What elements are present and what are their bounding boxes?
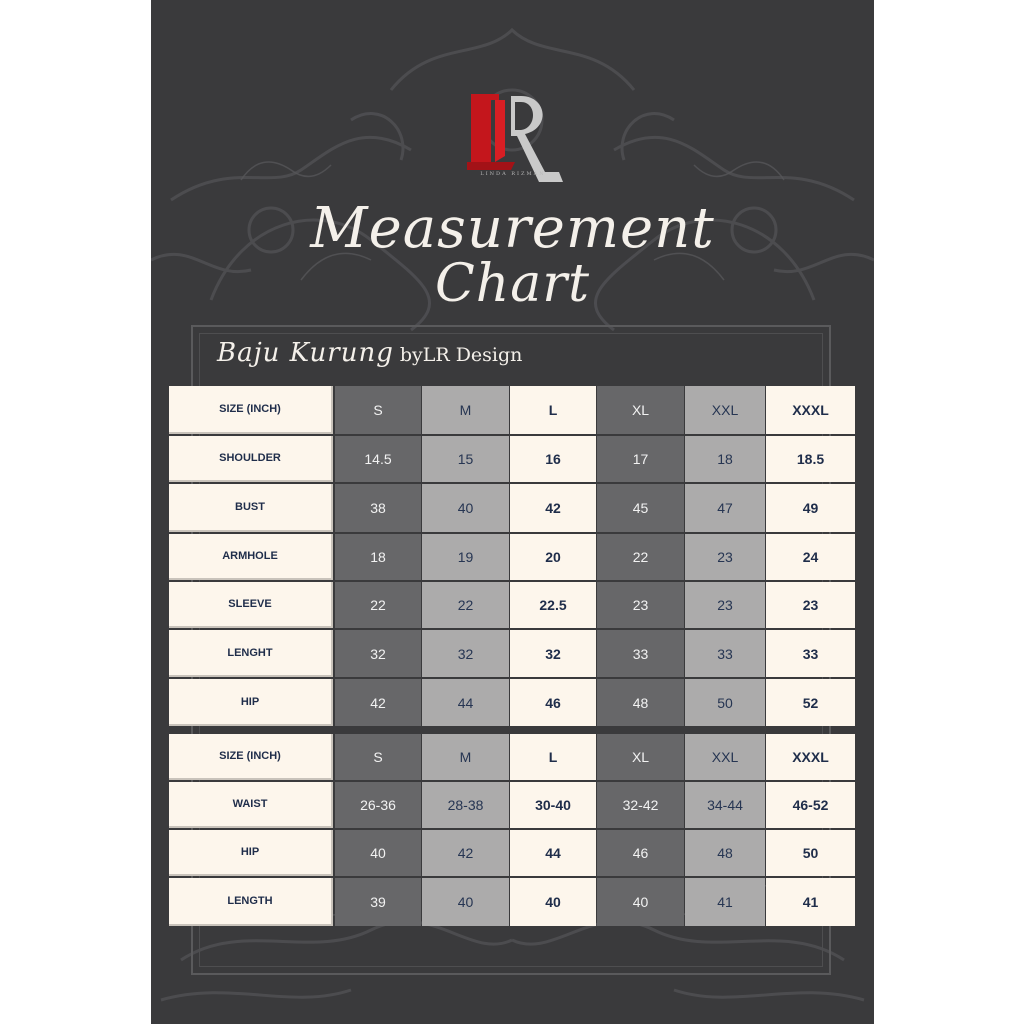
measurement-value-cell: 22 (335, 582, 421, 628)
measurement-label-cell: SHOULDER (169, 436, 333, 482)
measurement-value-cell: 18.5 (766, 436, 855, 482)
measurement-value-cell: 40 (335, 830, 421, 876)
measurement-value-cell: 40 (422, 878, 509, 926)
measurement-label-cell: LENGTH (169, 878, 333, 926)
measurement-value-cell: 46-52 (766, 782, 855, 828)
measurement-value-cell: 41 (685, 878, 765, 926)
measurement-value-cell: 42 (510, 484, 596, 532)
size-header-cell: M (422, 734, 509, 780)
measurement-value-cell: 46 (510, 679, 596, 726)
size-header-cell: L (510, 386, 596, 434)
measurement-value-cell: 34-44 (685, 782, 765, 828)
measurement-value-cell: 40 (422, 484, 509, 532)
measurement-value-cell: 23 (685, 582, 765, 628)
page-title-line-2: Chart (434, 254, 591, 314)
page-title-line-1: Measurement (310, 196, 715, 261)
measurement-value-cell: 32 (335, 630, 421, 677)
measurement-value-cell: 24 (766, 534, 855, 580)
measurement-value-cell: 47 (685, 484, 765, 532)
size-header-cell: XXXL (766, 734, 855, 780)
measurement-value-cell: 39 (335, 878, 421, 926)
measurement-value-cell: 42 (335, 679, 421, 726)
measurement-label-cell: ARMHOLE (169, 534, 333, 580)
measurement-value-cell: 32 (510, 630, 596, 677)
measurement-value-cell: 16 (510, 436, 596, 482)
measurement-value-cell: 50 (685, 679, 765, 726)
measurement-value-cell: 52 (766, 679, 855, 726)
product-byline: byLR Design (399, 344, 523, 366)
measurement-label-cell: LENGHT (169, 630, 333, 677)
measurement-value-cell: 32-42 (597, 782, 684, 828)
size-header-cell: S (335, 734, 421, 780)
measurement-value-cell: 28-38 (422, 782, 509, 828)
measurement-value-cell: 44 (510, 830, 596, 876)
measurement-label-cell: HIP (169, 830, 333, 876)
measurement-value-cell: 19 (422, 534, 509, 580)
size-header-cell: XL (597, 386, 684, 434)
measurement-label-cell: HIP (169, 679, 333, 726)
measurement-value-cell: 41 (766, 878, 855, 926)
measurement-value-cell: 50 (766, 830, 855, 876)
measurement-value-cell: 20 (510, 534, 596, 580)
measurement-value-cell: 23 (685, 534, 765, 580)
size-header-cell: XXL (685, 386, 765, 434)
measurement-value-cell: 22 (597, 534, 684, 580)
header-label-cell: SIZE (INCH) (169, 734, 333, 780)
measurement-value-cell: 38 (335, 484, 421, 532)
measurement-value-cell: 48 (685, 830, 765, 876)
measurement-value-cell: 22 (422, 582, 509, 628)
measurement-value-cell: 23 (597, 582, 684, 628)
size-header-cell: XXL (685, 734, 765, 780)
size-header-cell: XL (597, 734, 684, 780)
measurement-chart-poster (151, 0, 874, 1024)
size-header-cell: M (422, 386, 509, 434)
measurement-value-cell: 18 (685, 436, 765, 482)
measurement-value-cell: 40 (597, 878, 684, 926)
measurement-label-cell: BUST (169, 484, 333, 532)
measurement-value-cell: 23 (766, 582, 855, 628)
measurement-value-cell: 33 (685, 630, 765, 677)
size-header-cell: S (335, 386, 421, 434)
measurement-value-cell: 48 (597, 679, 684, 726)
measurement-value-cell: 42 (422, 830, 509, 876)
measurement-value-cell: 15 (422, 436, 509, 482)
measurement-value-cell: 18 (335, 534, 421, 580)
measurement-value-cell: 33 (597, 630, 684, 677)
measurement-value-cell: 26-36 (335, 782, 421, 828)
size-header-cell: L (510, 734, 596, 780)
measurement-value-cell: 17 (597, 436, 684, 482)
product-name: Baju Kurung (217, 338, 394, 368)
size-header-cell: XXXL (766, 386, 855, 434)
measurement-value-cell: 45 (597, 484, 684, 532)
measurement-value-cell: 33 (766, 630, 855, 677)
measurement-label-cell: WAIST (169, 782, 333, 828)
measurement-value-cell: 40 (510, 878, 596, 926)
measurement-value-cell: 44 (422, 679, 509, 726)
measurement-label-cell: SLEEVE (169, 582, 333, 628)
header-label-cell: SIZE (INCH) (169, 386, 333, 434)
measurement-value-cell: 32 (422, 630, 509, 677)
product-subtitle (217, 338, 522, 368)
logo-subtitle: LINDA RIZMAN (480, 171, 546, 177)
measurement-value-cell: 30-40 (510, 782, 596, 828)
measurement-value-cell: 14.5 (335, 436, 421, 482)
measurement-value-cell: 49 (766, 484, 855, 532)
measurement-value-cell: 46 (597, 830, 684, 876)
measurement-value-cell: 22.5 (510, 582, 596, 628)
